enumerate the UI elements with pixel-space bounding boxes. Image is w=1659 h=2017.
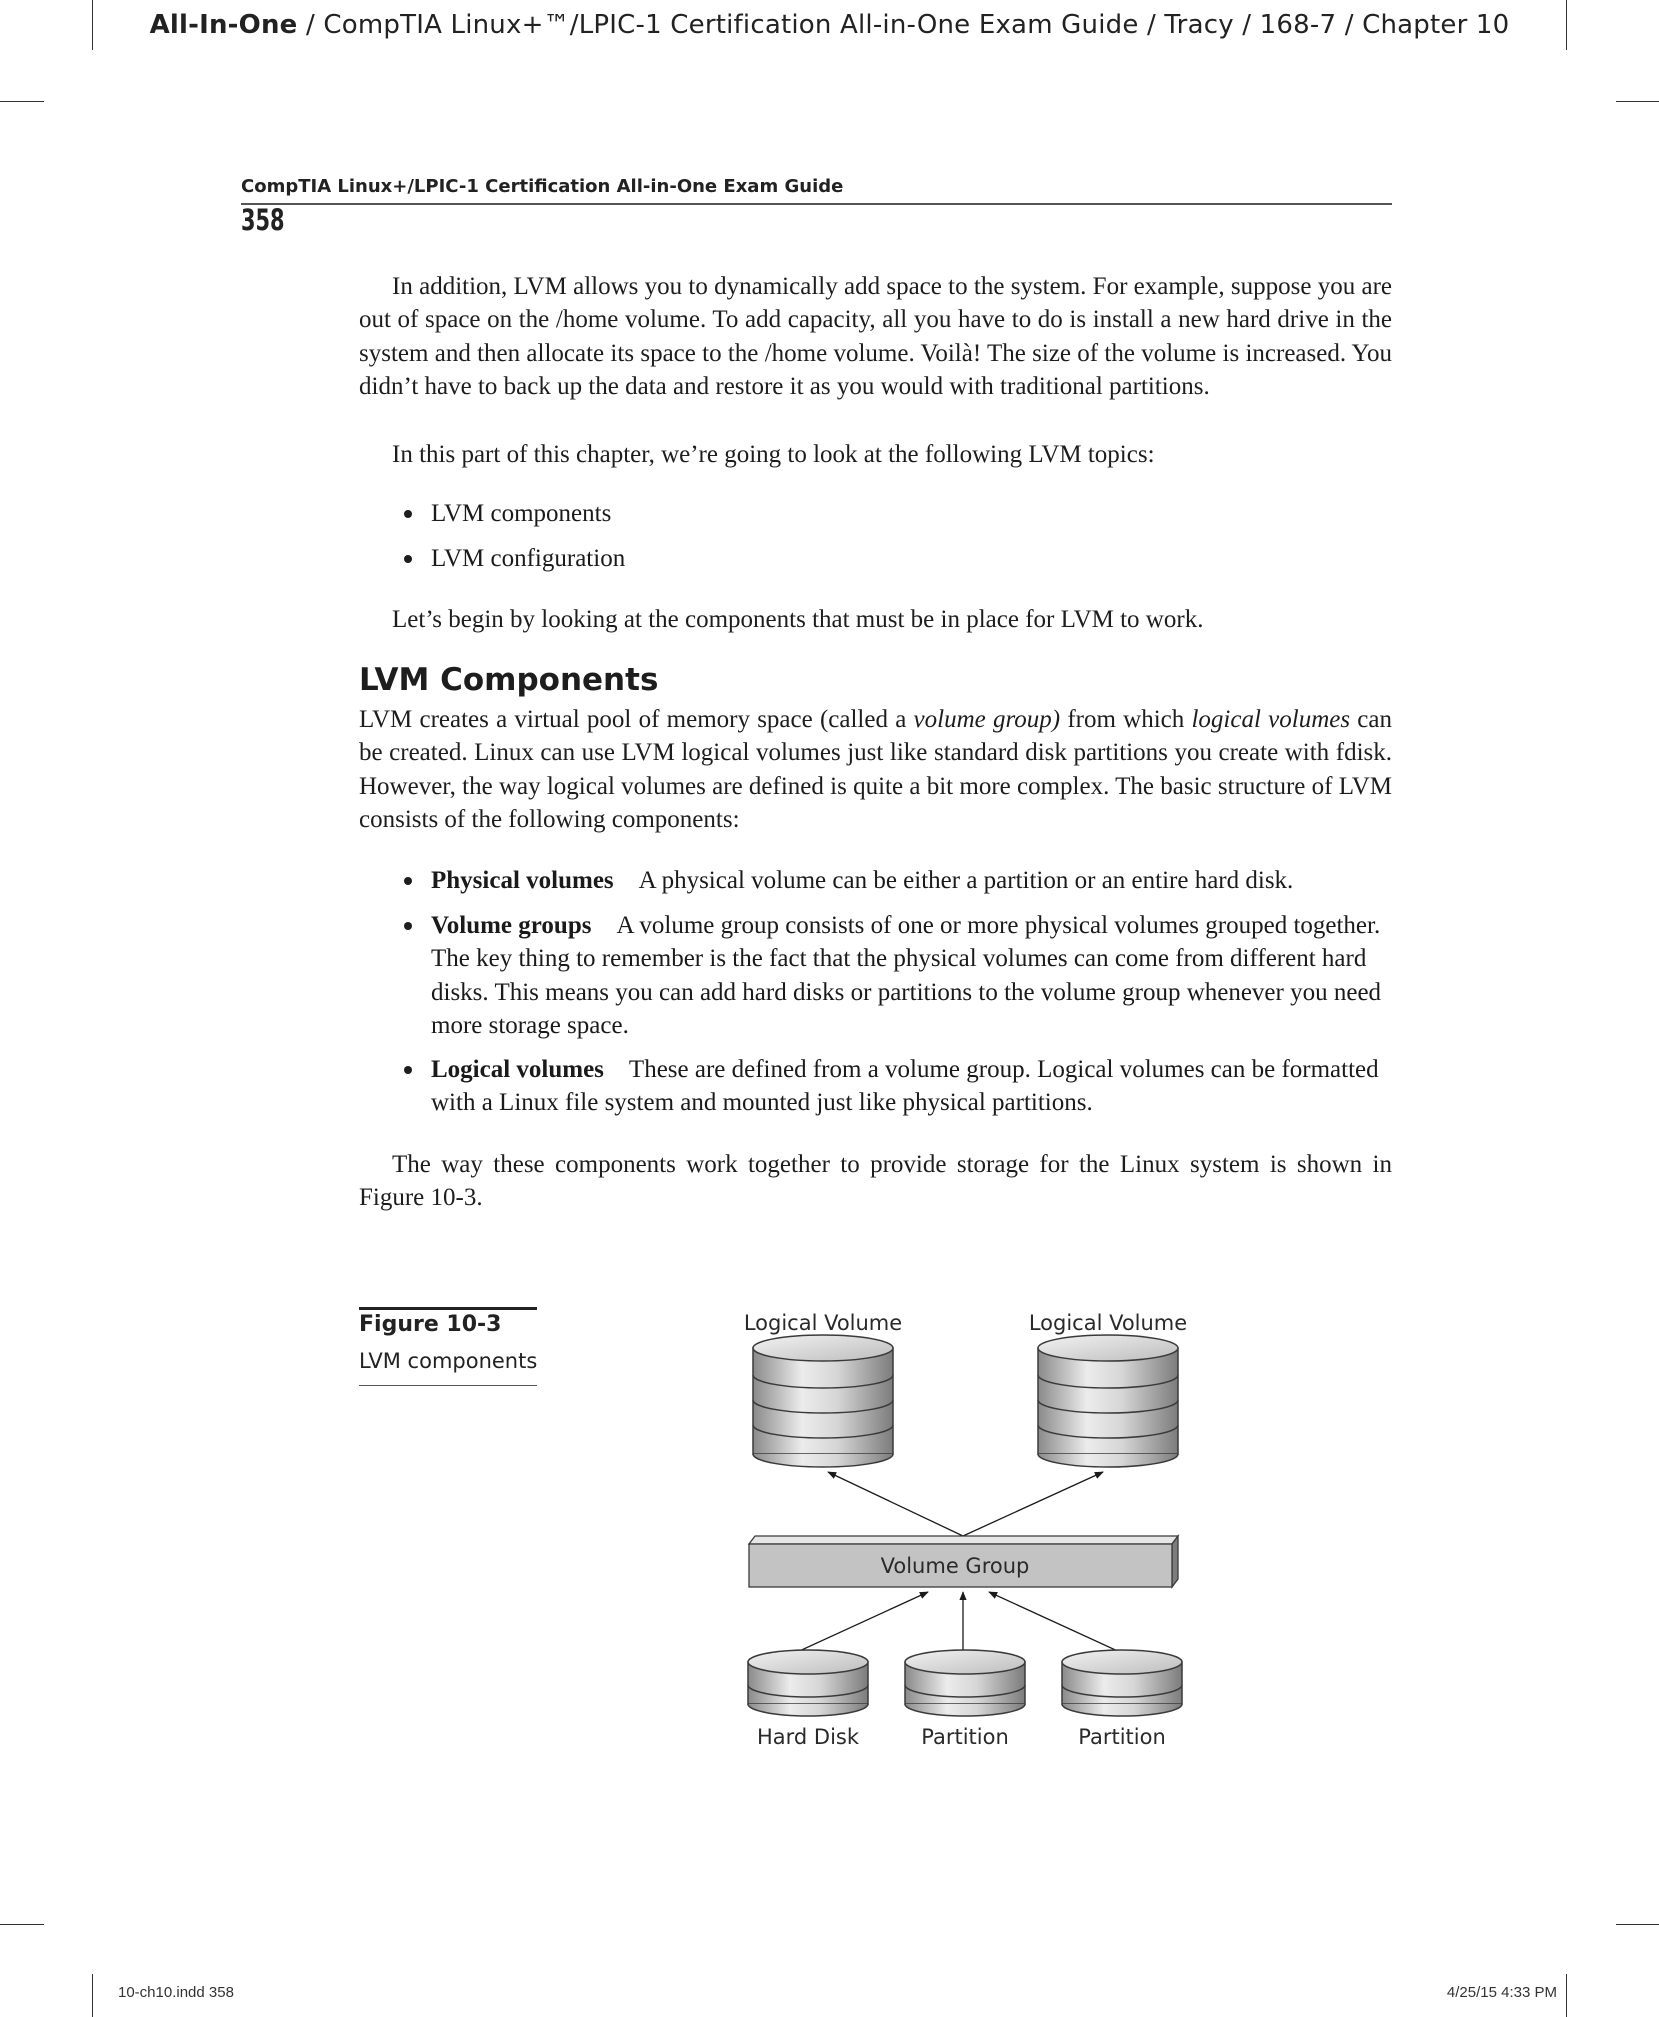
intro-emphasis-logical-volumes: logical volumes	[1191, 706, 1351, 733]
figure-caption-rule	[359, 1307, 537, 1310]
arrow-to-logical-volume-left	[828, 1472, 963, 1536]
hard-disk-icon	[748, 1650, 868, 1716]
lvm-components-diagram	[730, 1290, 1200, 1770]
crop-mark	[92, 1974, 93, 2017]
bullet-icon	[404, 510, 412, 518]
figure-caption: LVM components	[359, 1349, 538, 1373]
section-heading: LVM Components	[359, 662, 659, 698]
crop-mark	[1616, 1924, 1659, 1925]
slug-line	[0, 10, 1659, 40]
component-description: A volume group consists of one or more physical volumes grouped together. The key thing to remember is the fact that the physical volumes can come from different hard disks. This means you can add hard disks or partitions to the volume group whenever you need more storage space.	[431, 912, 1382, 1040]
bullet-icon	[404, 922, 412, 930]
list-item	[404, 1053, 1394, 1123]
page-number: 358	[241, 203, 285, 237]
component-description: These are defined from a volume group. Logical volumes can be formatted with a Linux file system and mounted just like physical partitions.	[431, 1056, 1379, 1117]
component-entry	[431, 909, 1391, 1043]
list-item	[404, 497, 1304, 531]
running-head: CompTIA Linux+/LPIC-1 Certification All-in-One Exam Guide	[241, 176, 844, 197]
slug-details: / CompTIA Linux+™/LPIC-1 Certification All-in-One Exam Guide / Tracy / 168-7 / Chapter 10	[297, 10, 1510, 40]
topic-label: LVM components	[431, 500, 612, 527]
crop-mark	[0, 1924, 44, 1925]
list-item	[404, 542, 1304, 576]
footer-file-name: 10-ch10.indd 358	[118, 1984, 234, 2001]
bullet-icon	[404, 555, 412, 563]
paragraph-figure-reference: The way these components work together to provide storage for the Linux system is shown in Figure 10-3.	[359, 1151, 1392, 1212]
intro-text: LVM creates a virtual pool of memory space (called a	[359, 706, 914, 733]
figure-label: Figure 10-3	[359, 1312, 502, 1337]
intro-text: can be created. Linux can use LVM logical volumes just like standard disk partitions you create with fdisk. However, the way logical volumes are defined is quite a bit more complex. The basic structure of LVM consists of the following components:	[359, 706, 1393, 834]
footer-timestamp: 4/25/15 4:33 PM	[1446, 1984, 1557, 2001]
list-item	[404, 864, 1394, 898]
logical-volume-label-right: Logical Volume	[1028, 1311, 1188, 1335]
component-entry	[431, 864, 1391, 897]
list-item	[404, 909, 1394, 1049]
logical-volume-cylinder	[1038, 1335, 1178, 1467]
paragraph-begin: Let’s begin by looking at the components that must be in place for LVM to work.	[392, 606, 1204, 633]
topic-label: LVM configuration	[431, 545, 626, 572]
hard-disk-label: Hard Disk	[756, 1725, 860, 1749]
crop-mark	[0, 101, 44, 102]
intro-emphasis-volume-group: volume group)	[913, 706, 1061, 733]
partition-label-2: Partition	[1078, 1725, 1166, 1749]
component-description: A physical volume can be either a partition or an entire hard disk.	[638, 867, 1294, 894]
volume-group-label: Volume Group	[880, 1554, 1030, 1578]
component-term: Volume groups	[431, 912, 592, 939]
paragraph-lvm-intro	[359, 703, 1392, 837]
crop-mark	[1616, 101, 1659, 102]
partition-icon	[905, 1650, 1025, 1716]
bullet-icon	[404, 877, 412, 885]
figure-caption-rule	[359, 1385, 537, 1386]
logical-volume-label-left: Logical Volume	[743, 1311, 903, 1335]
slug-brand: All-In-One	[149, 10, 298, 40]
crop-mark	[1566, 1974, 1567, 2017]
component-entry	[431, 1053, 1391, 1120]
arrow-from-partition-2	[989, 1592, 1122, 1653]
partition-label-1: Partition	[921, 1725, 1009, 1749]
running-head-rule	[241, 203, 1392, 205]
logical-volume-cylinder	[753, 1335, 893, 1467]
bullet-icon	[404, 1066, 412, 1074]
paragraph-topics-intro: In this part of this chapter, we’re going to look at the following LVM topics:	[392, 441, 1155, 468]
arrow-from-hard-disk	[795, 1592, 928, 1653]
arrow-to-logical-volume-right	[963, 1472, 1103, 1536]
intro-text: from which	[1060, 706, 1192, 733]
paragraph-lvm-dynamic-space: In addition, LVM allows you to dynamically add space to the system. For example, suppose you are out of space on the /home volume. To add capacity, all you have to do is install a new hard drive in the system and then allocate its space to the /home volume. Voilà! The size of the volume is increased. You didn’t have to back up the data and restore it as you would with traditional partitions.	[359, 273, 1392, 401]
component-term: Logical volumes	[431, 1056, 604, 1083]
component-term: Physical volumes	[431, 867, 614, 894]
partition-icon	[1062, 1650, 1182, 1716]
